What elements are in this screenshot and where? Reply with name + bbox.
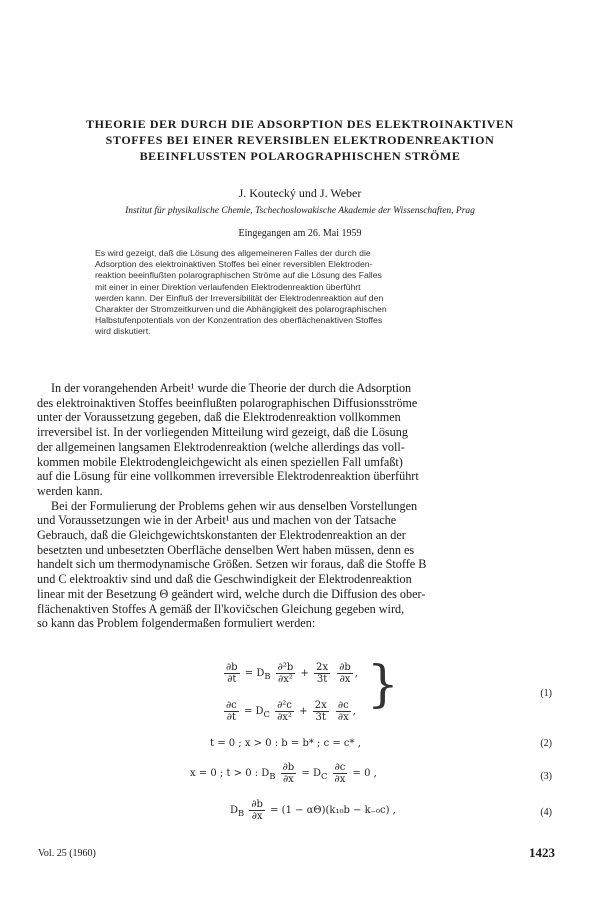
- received-date: Eingegangen am 26. Mai 1959: [238, 228, 362, 239]
- title-line: BEEINFLUSSTEN POLAROGRAPHISCHEN STRÖME: [139, 149, 461, 163]
- body-line: In der vorangehenden Arbeit¹ wurde die Theorie der durch die Adsorption: [51, 381, 412, 395]
- body-line: flächenaktiven Stoffes A gemäß der Il'kovičschen Gleichung gegeben wird,: [37, 601, 405, 616]
- body-line: auf die Lösung für eine vollkommen irreversible Elektrodenreaktion überführt: [37, 469, 419, 484]
- equation-number: (1): [540, 688, 552, 699]
- equation-3: x = 0 ; t > 0 : $D_B$ $\frac{\partial b}{\partial x}$ = $D_C$ $\frac{\partial c}{\partial x}$ = 0 ,: [190, 762, 377, 785]
- journal-volume: Vol. 25 (1960): [38, 848, 96, 859]
- body-line: und C elektroaktiv sind und daß die Geschwindigkeit der Elektrodenreaktion: [37, 572, 412, 587]
- equation-4: $D_B$ $\frac{\partial b}{\partial x}$ = (1 − αΘ)(k₁₀b − k₋₀c) ,: [230, 799, 396, 822]
- body-line: werden kann.: [37, 483, 103, 498]
- abstract: [95, 248, 497, 338]
- brace-glyph: }: [367, 655, 399, 713]
- body-line: so kann das Problem folgendermaßen formuliert werden:: [37, 616, 316, 631]
- author-line: J. Koutecký und J. Weber: [238, 186, 362, 200]
- body-line: der allgemeinen langsamen Elektrodenreaktion (welche allerdings das voll-: [37, 439, 405, 454]
- abstract-line: reaktion beeinflußten polarographischen Ströme auf die Lösung des Falles: [95, 270, 382, 281]
- abstract-line: wird diskutiert.: [95, 326, 151, 337]
- equation-2: t = 0 ; x > 0 : b = b* ; c = c* ,: [210, 738, 361, 749]
- equation-1a: $\frac{\partial b}{\partial t}$ = $D_B$ $\frac{\text{∂²b}}{\text{∂x²}}$ + $\frac{2x}{3t}$ $\frac{\partial b}{\partial x}$ ,: [226, 662, 358, 685]
- body-line: kommen mobile Elektrodengleichgewicht als einen speziellen Fall umfaßt): [37, 454, 403, 469]
- equation-number: (3): [540, 771, 552, 782]
- abstract-line: Es wird gezeigt, daß die Lösung des allgemeineren Falles der durch die: [95, 248, 371, 258]
- equation-1b: $\frac{\partial c}{\partial t}$ = $D_C$ $\frac{\text{∂²c}}{\text{∂x²}}$ + $\frac{2x}{3t}$ $\frac{\partial c}{\partial x}$ ,: [226, 700, 356, 723]
- abstract-line: werden kann. Der Einfluß der Irreversibilität der Elektrodenreaktion auf den: [95, 292, 384, 303]
- abstract-line: mit einer in einer Direktion verlaufenden Elektrodenreaktion überführt: [95, 281, 361, 292]
- institution-line: Institut für physikalische Chemie, Tschechoslowakische Akademie der Wissenschaften, Prag: [125, 206, 475, 216]
- body-line: irreversibel ist. In der vorliegenden Mitteilung wird gezeigt, daß die Lösung: [37, 425, 408, 440]
- body-line: des elektroinaktiven Stoffes beeinflußten polarographischen Diffusionsströme: [37, 395, 418, 410]
- body-line: und Voraussetzungen wie in der Arbeit¹ aus und machen von der Tatsache: [37, 513, 397, 528]
- body-line: unter der Voraussetzung gegeben, daß die Elektrodenreaktion vollkommen: [37, 410, 401, 425]
- body-text: [37, 381, 557, 631]
- body-line: Bei der Formulierung der Problems gehen wir aus denselben Vorstellungen: [51, 498, 418, 513]
- body-line: besetzten und unbesetzten Oberfläche denselben Wert haben müssen, denn es: [37, 542, 415, 557]
- page-number: 1423: [529, 845, 555, 860]
- body-line: Gebrauch, daß die Gleichgewichtskonstanten der Elektrodenreaktion an der: [37, 528, 406, 543]
- title-line: STOFFES BEI EINER REVERSIBLEN ELEKTRODENREAKTION: [105, 133, 495, 147]
- body-line: handelt sich um thermodynamische Größen. Setzen wir foraus, daß die Stoffe B: [37, 557, 427, 572]
- abstract-line: Adsorption des elektroinaktiven Stoffes bei einer reversiblen Elektroden-: [95, 259, 373, 270]
- abstract-line: Halbstufenpotentials von der Konzentration des oberflächenaktiven Stoffes: [95, 315, 383, 326]
- equation-number: (2): [540, 738, 552, 749]
- abstract-line: Charakter der Stromzeitkurven und die Abhängigkeit des polarographischen: [95, 304, 387, 315]
- equation-number: (4): [540, 807, 552, 818]
- title-line: THEORIE DER DURCH DIE ADSORPTION DES ELEKTROINAKTIVEN: [86, 117, 514, 131]
- body-line: linear mit der Besetzung Θ geändert wird, welche durch die Diffusion des ober-: [37, 586, 426, 601]
- paper-title: [30, 116, 570, 164]
